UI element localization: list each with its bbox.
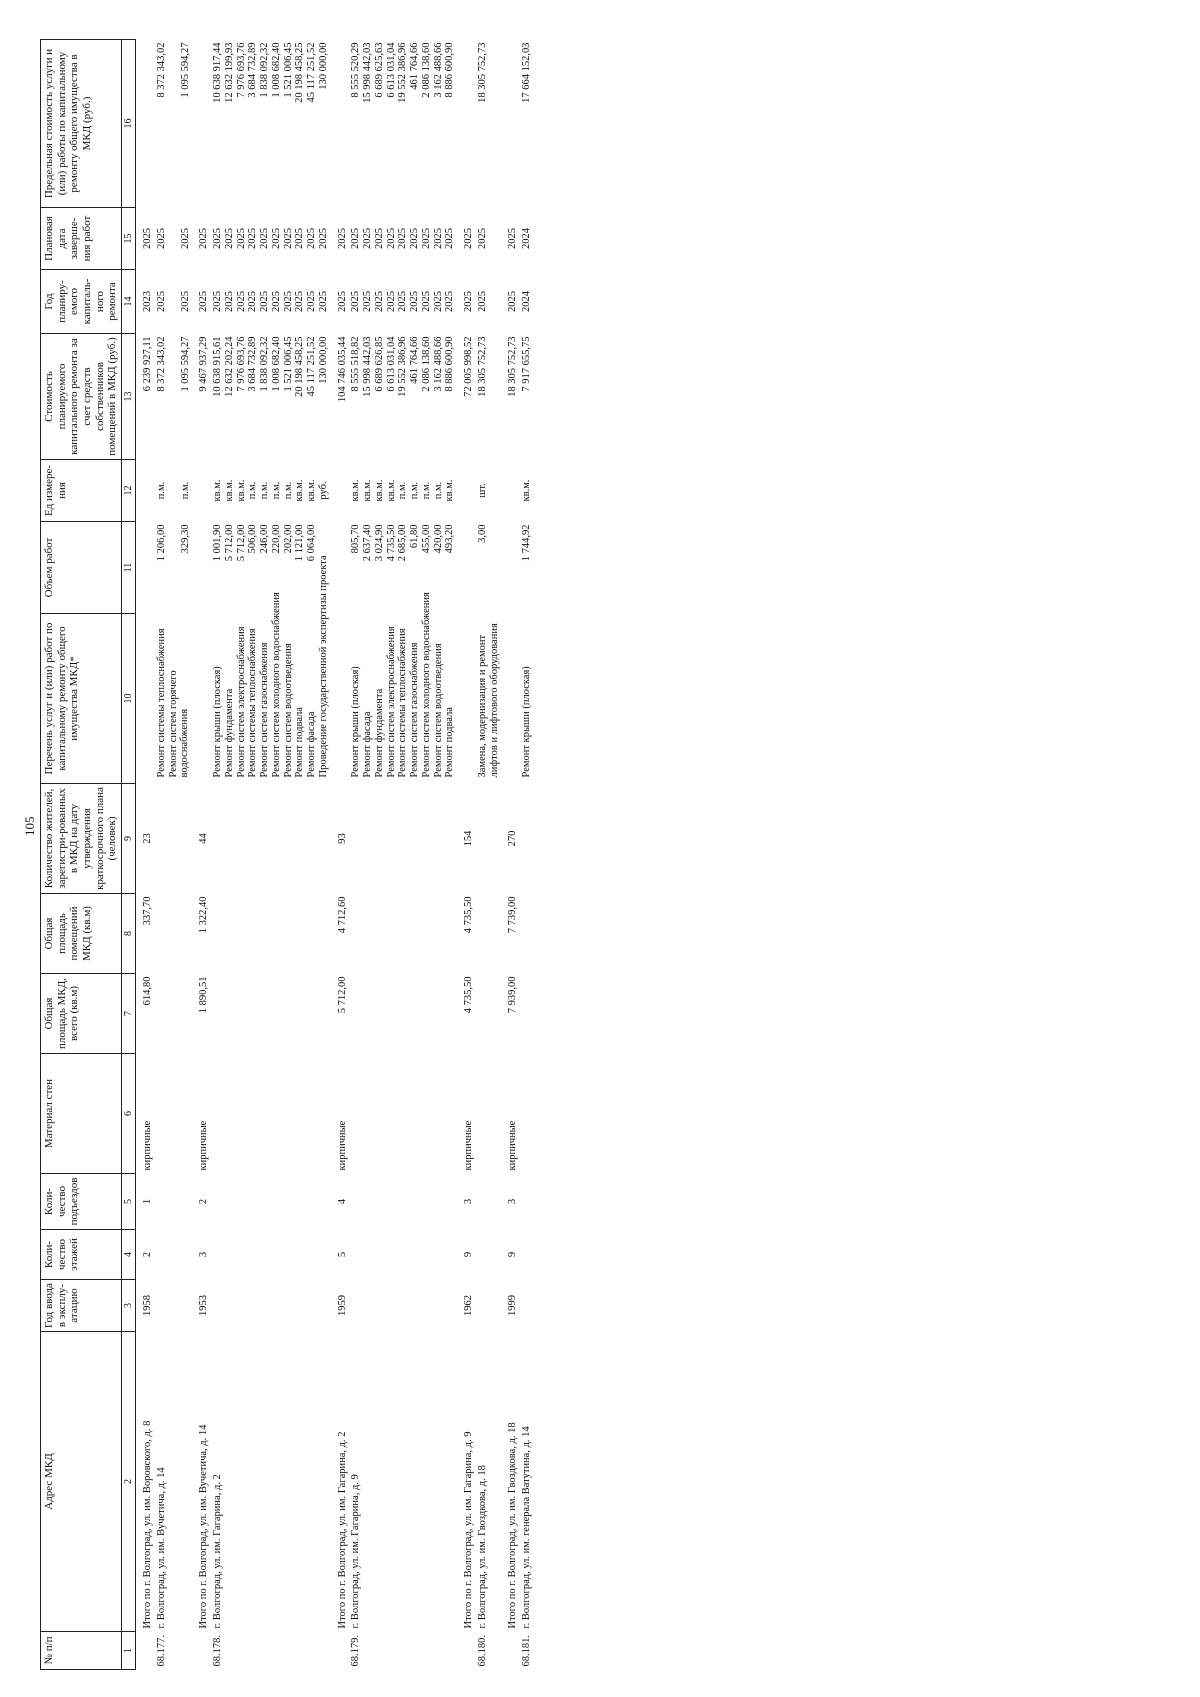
end: 2025 <box>259 228 271 249</box>
end: 2025 <box>270 228 282 249</box>
volume: 2 637,40 <box>362 524 374 562</box>
entrances-count: 3 <box>507 1198 519 1205</box>
address: г. Волгоград, ул. им. генерала Ватутина, д. 14 <box>521 1426 533 1629</box>
end: 2025 <box>420 228 432 249</box>
plan-year: 2023 <box>142 291 154 312</box>
header-cell: Общая площадь МКД, всего (кв.м) <box>41 974 122 1054</box>
year: 2025 <box>223 291 235 312</box>
year: 2025 <box>444 291 456 312</box>
works-list <box>211 555 331 784</box>
total-row <box>457 40 476 1670</box>
column-number: 12 <box>121 460 135 522</box>
table-header-row <box>41 40 122 1670</box>
end: 2025 <box>362 228 374 249</box>
end: 2025 <box>294 228 306 249</box>
cost: 7 917 655,75 <box>521 336 533 392</box>
work-item: Ремонт систем водоотведения <box>432 643 444 778</box>
row-number: 68.181. <box>521 1635 533 1667</box>
volume: 246,00 <box>259 524 271 554</box>
end: 2025 <box>179 228 191 249</box>
work-item: Ремонт систем водоотведения <box>282 643 294 778</box>
floors-count: 5 <box>336 1251 348 1258</box>
work-item: Ремонт систем холодного водоснабжения <box>420 592 432 778</box>
floors-count: 2 <box>142 1251 154 1258</box>
limits <box>211 40 331 208</box>
build-year: 1958 <box>142 1295 154 1316</box>
page-number: 105 <box>22 816 37 836</box>
limits <box>349 40 457 208</box>
limit: 17 664 152,03 <box>521 42 533 103</box>
row-number: 68.179. <box>350 1635 362 1667</box>
year: 2025 <box>409 291 421 312</box>
total-cost: 18 305 752,73 <box>507 336 519 397</box>
years <box>211 270 331 334</box>
total-area: 4 735,50 <box>463 976 475 1014</box>
year: 2025 <box>179 291 191 312</box>
entrances-count: 1 <box>142 1198 154 1205</box>
year: 2025 <box>294 291 306 312</box>
volume: 220,00 <box>270 524 282 554</box>
header-cell: Перечень услуг и (или) работ по капитальному ремонту общего имущества МКД* <box>41 614 122 784</box>
plan-year: 2025 <box>198 291 210 312</box>
unit: кв.м. <box>362 479 374 502</box>
table-row <box>155 40 193 1670</box>
premises-area: 337,70 <box>142 896 154 926</box>
total-address: Итого по г. Волгоград, ул. им. Гагарина, д. 2 <box>336 1431 348 1629</box>
year: 2025 <box>385 291 397 312</box>
work-item: Ремонт фундамента <box>373 688 385 778</box>
end: 2025 <box>317 228 329 249</box>
end: 2025 <box>476 228 488 249</box>
cost: 1 008 682,40 <box>270 336 282 392</box>
premises-area: 4 735,50 <box>463 896 475 934</box>
wall-material: кирпичные <box>336 1120 348 1171</box>
volumes <box>349 522 457 614</box>
year: 2025 <box>259 291 271 312</box>
works-list <box>155 614 193 784</box>
column-number: 5 <box>121 1174 135 1230</box>
limit: 8 555 520,29 <box>350 42 362 98</box>
year: 2025 <box>212 291 224 312</box>
cost: 130 000,00 <box>317 336 329 384</box>
premises-area: 1 322,40 <box>198 896 210 934</box>
build-year: 1959 <box>336 1295 348 1316</box>
volume: 5 712,00 <box>235 524 247 562</box>
column-number: 1 <box>121 1632 135 1670</box>
total-area: 5 712,00 <box>336 976 348 1014</box>
header-cell: Коли-чество подъездов <box>41 1174 122 1230</box>
limits <box>155 40 193 208</box>
volume: 1 744,92 <box>521 524 533 562</box>
year: 2025 <box>373 291 385 312</box>
work-item: Ремонт систем газоснабжения <box>409 642 421 778</box>
limit: 10 638 917,44 <box>212 42 224 103</box>
limit: 1 095 594,27 <box>179 42 191 98</box>
end-date: 2025 <box>463 228 475 249</box>
column-number: 13 <box>121 334 135 460</box>
header-cell: Материал стен <box>41 1054 122 1174</box>
unit: п.м. <box>259 481 271 500</box>
years <box>349 270 457 334</box>
cost: 20 198 458,25 <box>294 336 306 397</box>
year: 2025 <box>317 291 329 312</box>
row-number: 68.178. <box>212 1635 224 1667</box>
unit: шт. <box>476 483 488 498</box>
volume: 329,30 <box>179 524 191 554</box>
cost: 8 555 518,82 <box>350 336 362 392</box>
limit: 15 998 442,03 <box>362 42 374 103</box>
cost: 6 689 626,85 <box>373 336 385 392</box>
end-date: 2025 <box>507 228 519 249</box>
end: 2025 <box>409 228 421 249</box>
cost: 1 521 006,45 <box>282 336 294 392</box>
wall-material: кирпичные <box>507 1120 519 1171</box>
address: г. Волгоград, ул. им. Гагарина, д. 9 <box>350 1474 362 1629</box>
end: 2025 <box>212 228 224 249</box>
capital-repair-table <box>40 39 534 1670</box>
header-cell: Объем работ <box>41 522 122 614</box>
header-cell: Год планиру-емого капиталь-ного ремонта <box>41 270 122 334</box>
residents-count: 44 <box>198 833 210 844</box>
unit: п.м. <box>397 481 409 500</box>
unit: кв.м. <box>350 479 362 502</box>
unit: п.м. <box>155 481 167 500</box>
volume: 2 685,00 <box>397 524 409 562</box>
year: 2024 <box>521 291 533 312</box>
end: 2025 <box>282 228 294 249</box>
units <box>155 460 193 522</box>
header-cell: Стоимость планируемого капитального ремонта за счет средств собственников помещений в МКД (руб.) <box>41 334 122 460</box>
ends <box>155 208 193 270</box>
header-cell: Год ввода в эксплу-атацию <box>41 1280 122 1332</box>
column-number: 9 <box>121 784 135 894</box>
unit: кв.м. <box>294 479 306 502</box>
work-item: Ремонт фундамента <box>223 688 235 778</box>
limit: 130 000,00 <box>317 42 329 90</box>
table-row <box>349 40 457 1670</box>
limit: 6 689 625,63 <box>373 42 385 98</box>
total-cost: 72 005 998,52 <box>463 336 475 397</box>
cost: 461 764,66 <box>409 336 421 384</box>
end: 2025 <box>350 228 362 249</box>
entrances-count: 4 <box>336 1198 348 1205</box>
unit: кв.м. <box>223 479 235 502</box>
year: 2025 <box>247 291 259 312</box>
cost: 1 095 594,27 <box>179 336 191 392</box>
volume: 3 024,90 <box>373 524 385 562</box>
floors-count: 9 <box>507 1251 519 1258</box>
cost: 3 162 488,66 <box>432 336 444 392</box>
limit: 8 886 600,90 <box>444 42 456 98</box>
volume: 1 206,00 <box>155 524 167 562</box>
table-row <box>520 40 534 1670</box>
costs <box>211 334 331 460</box>
cost: 8 886 600,90 <box>444 336 456 392</box>
end: 2025 <box>444 228 456 249</box>
limit: 8 372 343,02 <box>155 42 167 98</box>
limit: 1 521 006,45 <box>282 42 294 98</box>
work-item: Ремонт подвала <box>294 707 306 778</box>
end-date: 2025 <box>336 228 348 249</box>
header-cell: Количество жителей, зарегистри-рованных в МКД на дату утверждения краткосрочного плана (человек) <box>41 784 122 894</box>
cost: 19 552 386,96 <box>397 336 409 397</box>
table-row <box>211 40 331 1670</box>
units <box>349 460 457 522</box>
work-item: Ремонт систем горячего водоснабжения <box>167 670 191 778</box>
entrances-count: 3 <box>463 1198 475 1205</box>
limit: 20 198 458,25 <box>294 42 306 103</box>
year: 2025 <box>282 291 294 312</box>
limit: 2 086 138,60 <box>420 42 432 98</box>
limit: 6 613 031,04 <box>385 42 397 98</box>
column-number: 3 <box>121 1280 135 1332</box>
cost: 7 976 693,76 <box>235 336 247 392</box>
year: 2025 <box>362 291 374 312</box>
limit: 461 764,66 <box>409 42 421 90</box>
end: 2025 <box>385 228 397 249</box>
year: 2025 <box>270 291 282 312</box>
residents-count: 154 <box>463 830 475 847</box>
header-cell: Адрес МКД <box>41 1332 122 1632</box>
total-row <box>136 40 155 1670</box>
table-row <box>476 40 502 1670</box>
work-item: Ремонт крыши (плоская) <box>350 666 362 778</box>
build-year: 1953 <box>198 1295 210 1316</box>
unit: п.м. <box>179 481 191 500</box>
address: г. Волгоград, ул. им. Вучетича, д. 14 <box>155 1467 167 1629</box>
end: 2025 <box>432 228 444 249</box>
column-number-row <box>121 40 135 1670</box>
total-address: Итого по г. Волгоград, ул. им. Вучетича, д. 14 <box>198 1424 210 1629</box>
unit: кв.м. <box>521 479 533 502</box>
row-number: 68.177. <box>155 1635 167 1667</box>
limit: 45 117 251,52 <box>306 42 318 103</box>
volume: 1 001,90 <box>212 524 224 562</box>
entrances-count: 2 <box>198 1198 210 1205</box>
volume: 506,00 <box>247 524 259 554</box>
rotated-table-container <box>40 40 1195 1670</box>
cost: 8 372 343,02 <box>155 336 167 392</box>
total-cost: 9 467 937,29 <box>198 336 210 392</box>
work-item: Проведение государственной экспертизы проекта <box>317 555 329 778</box>
floors-count: 9 <box>463 1251 475 1258</box>
column-number: 16 <box>121 40 135 208</box>
column-number: 6 <box>121 1054 135 1174</box>
unit: кв.м. <box>235 479 247 502</box>
year: 2025 <box>476 291 488 312</box>
total-cost: 104 746 035,44 <box>336 336 348 403</box>
volume: 5 712,00 <box>223 524 235 562</box>
limit: 3 684 732,89 <box>247 42 259 98</box>
work-item: Ремонт крыши (плоская) <box>212 666 224 778</box>
unit: кв.м. <box>373 479 385 502</box>
premises-area: 4 712,60 <box>336 896 348 934</box>
column-number: 14 <box>121 270 135 334</box>
work-item: Замена, модернизация и ремонт лифтов и лифтового оборудования <box>476 623 500 778</box>
unit: кв.м. <box>444 479 456 502</box>
cost: 15 998 442,03 <box>362 336 374 397</box>
volume: 61,80 <box>409 524 421 549</box>
unit: кв.м. <box>306 479 318 502</box>
column-number: 7 <box>121 974 135 1054</box>
work-item: Ремонт системы теплоснабжения <box>155 628 167 778</box>
work-item: Ремонт подвала <box>444 707 456 778</box>
ends <box>349 208 457 270</box>
end: 2025 <box>155 228 167 249</box>
work-item: Ремонт крыши (плоская) <box>521 666 533 778</box>
residents-count: 270 <box>507 830 519 847</box>
end-date: 2025 <box>198 228 210 249</box>
works-list <box>520 614 534 784</box>
end-date: 2025 <box>142 228 154 249</box>
header-cell: № п/п <box>41 1632 122 1670</box>
build-year: 1999 <box>507 1295 519 1316</box>
end: 2025 <box>223 228 235 249</box>
end: 2025 <box>373 228 385 249</box>
works-list <box>476 614 502 784</box>
unit: п.м. <box>247 481 259 500</box>
cost: 10 638 915,61 <box>212 336 224 397</box>
header-cell: Плановая дата заверше-ния работ <box>41 208 122 270</box>
volume: 420,00 <box>432 524 444 554</box>
plan-year: 2025 <box>507 291 519 312</box>
volume: 805,70 <box>350 524 362 554</box>
row-number: 68.180. <box>476 1635 488 1667</box>
total-cost: 6 239 927,11 <box>142 336 154 392</box>
wall-material: кирпичные <box>142 1120 154 1171</box>
header-cell: Предельная стоимость услуги и (или) работы по капитальному ремонту общего имущества в МКД (руб.) <box>41 40 122 208</box>
total-row <box>331 40 350 1670</box>
unit: кв.м. <box>212 479 224 502</box>
total-row <box>501 40 520 1670</box>
limit: 18 305 752,73 <box>476 42 488 103</box>
work-item: Ремонт систем холодного водоснабжения <box>270 592 282 778</box>
work-item: Ремонт системы теплоснабжения <box>397 628 409 778</box>
residents-count: 93 <box>336 833 348 844</box>
total-address: Итого по г. Волгоград, ул. им. Гвоздкова, д. 18 <box>507 1422 519 1629</box>
premises-area: 7 739,00 <box>507 896 519 934</box>
total-address: Итого по г. Волгоград, ул. им. Воровского, д. 8 <box>142 1420 154 1629</box>
limit: 19 552 386,96 <box>397 42 409 103</box>
limit: 3 162 488,66 <box>432 42 444 98</box>
address: г. Волгоград, ул. им. Гвоздкова, д. 18 <box>476 1465 488 1629</box>
unit: п.м. <box>282 481 294 500</box>
total-area: 614,80 <box>142 976 154 1006</box>
year: 2025 <box>432 291 444 312</box>
end: 2025 <box>247 228 259 249</box>
cost: 12 632 202,24 <box>223 336 235 397</box>
column-number: 8 <box>121 894 135 974</box>
unit: п.м. <box>432 481 444 500</box>
cost: 6 613 031,04 <box>385 336 397 392</box>
year: 2025 <box>420 291 432 312</box>
cost: 1 838 092,32 <box>259 336 271 392</box>
cost: 3 684 732,89 <box>247 336 259 392</box>
years <box>155 270 193 334</box>
volume: 6 064,00 <box>306 524 318 562</box>
end: 2025 <box>235 228 247 249</box>
unit: руб. <box>317 481 329 500</box>
plan-year: 2025 <box>463 291 475 312</box>
year: 2025 <box>350 291 362 312</box>
wall-material: кирпичные <box>463 1120 475 1171</box>
cost: 2 086 138,60 <box>420 336 432 392</box>
column-number: 4 <box>121 1230 135 1280</box>
ends <box>211 208 331 270</box>
volume: 1 121,00 <box>294 524 306 562</box>
end: 2025 <box>306 228 318 249</box>
limit: 1 838 092,32 <box>259 42 271 98</box>
address: г. Волгоград, ул. им. Гагарина, д. 2 <box>212 1474 224 1629</box>
volume: 202,00 <box>282 524 294 554</box>
volume: 4 735,50 <box>385 524 397 562</box>
column-number: 2 <box>121 1332 135 1632</box>
costs <box>155 334 193 460</box>
volumes <box>155 522 193 614</box>
work-item: Ремонт систем газоснабжения <box>259 642 271 778</box>
floors-count: 3 <box>198 1251 210 1258</box>
volume: 3,00 <box>476 524 488 543</box>
volume: 493,20 <box>444 524 456 554</box>
header-cell: Общая площадь помещений МКД (кв.м) <box>41 894 122 974</box>
plan-year: 2025 <box>336 291 348 312</box>
header-cell: Коли-чество этажей <box>41 1230 122 1280</box>
total-address: Итого по г. Волгоград, ул. им. Гагарина, д. 9 <box>463 1431 475 1629</box>
cost: 18 305 752,73 <box>476 336 488 397</box>
end: 2025 <box>397 228 409 249</box>
unit: п.м. <box>270 481 282 500</box>
column-number: 10 <box>121 614 135 784</box>
year: 2025 <box>155 291 167 312</box>
work-item: Ремонт фасада <box>306 711 318 778</box>
limit: 1 008 682,40 <box>270 42 282 98</box>
end: 2024 <box>521 228 533 249</box>
build-year: 1962 <box>463 1295 475 1316</box>
unit: кв.м. <box>385 479 397 502</box>
works-list <box>349 592 457 784</box>
column-number: 15 <box>121 208 135 270</box>
wall-material: кирпичные <box>198 1120 210 1171</box>
work-item: Ремонт систем электроснабжения <box>385 626 397 778</box>
limit: 7 976 693,76 <box>235 42 247 98</box>
residents-count: 23 <box>142 833 154 844</box>
unit: п.м. <box>420 481 432 500</box>
header-cell: Ед измере-ния <box>41 460 122 522</box>
units <box>211 460 331 522</box>
total-row <box>192 40 211 1670</box>
work-item: Ремонт системы теплоснабжения <box>247 628 259 778</box>
costs <box>349 334 457 460</box>
work-item: Ремонт фасада <box>362 711 374 778</box>
column-number: 11 <box>121 522 135 614</box>
total-area: 1 890,51 <box>198 976 210 1014</box>
volume: 455,00 <box>420 524 432 554</box>
total-area: 7 939,00 <box>507 976 519 1014</box>
year: 2025 <box>397 291 409 312</box>
year: 2025 <box>306 291 318 312</box>
table-body <box>136 40 534 1670</box>
unit: п.м. <box>409 481 421 500</box>
year: 2025 <box>235 291 247 312</box>
limit: 12 632 199,93 <box>223 42 235 103</box>
work-item: Ремонт систем электроснабжения <box>235 626 247 778</box>
cost: 45 117 251,52 <box>306 336 318 397</box>
